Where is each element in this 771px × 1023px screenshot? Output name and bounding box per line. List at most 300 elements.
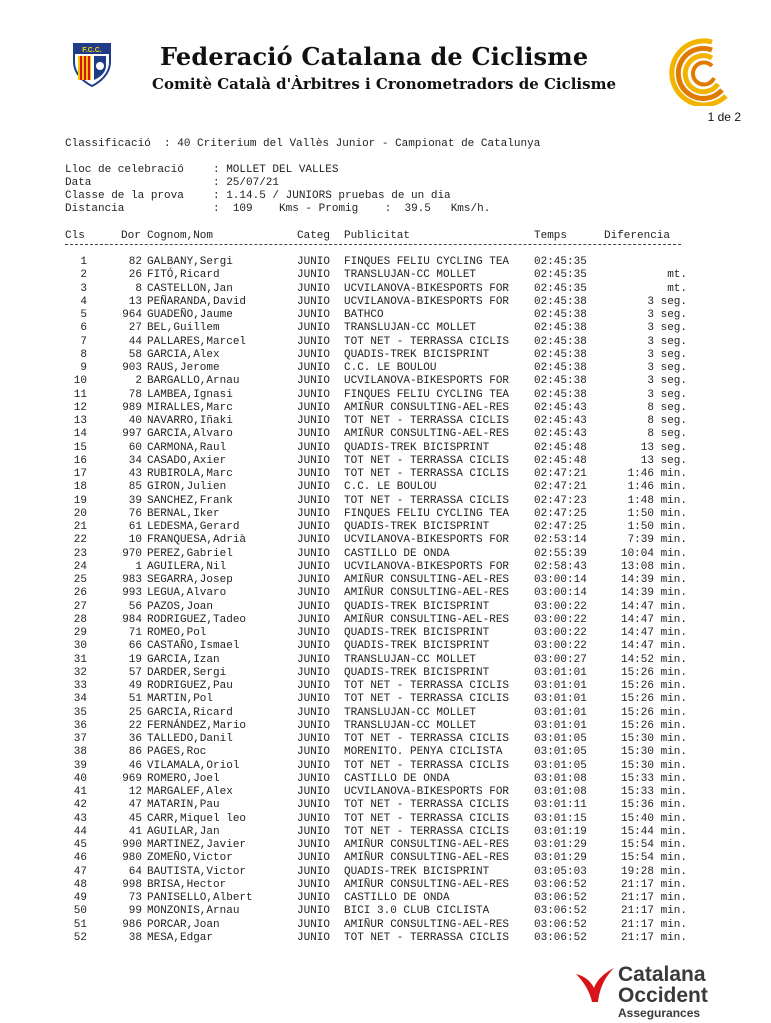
cell-gap: 14:47 min. [620,613,687,626]
cell-rider-name: NAVARRO,Iñaki [147,415,233,427]
class-value: 1.14.5 / JUNIORS pruebas de un dia [226,190,451,202]
cell-gap: 1:50 min. [627,521,687,533]
col-name: Cognom,Nom [147,230,214,242]
cell-rank: 35 [73,706,87,719]
cell-bib: 27 [128,322,142,335]
cell-rider-name: CASTAÑO,Ismael [147,640,240,653]
cell-bib: 980 [122,852,142,865]
cell-rank: 47 [73,865,87,878]
cell-bib: 986 [122,918,142,931]
cell-bib: 56 [128,600,142,613]
cell-time: 02:47:21 [534,481,587,494]
cell-time: 02:45:43 [534,415,587,427]
cell-bib: 38 [128,931,142,944]
cell-time: 03:00:27 [534,653,587,666]
cell-category: JUNIO [297,825,331,838]
cell-bib: 85 [128,481,142,494]
cell-gap: 3 seg. [647,309,687,321]
cell-time: 02:45:48 [534,441,587,454]
cell-rider-name: RUBIROLA,Marc [147,468,233,480]
cell-bib: 984 [122,613,142,626]
date-line: Data : 25/07/21 [65,177,280,189]
cell-team: FINQUES FELIU CYCLING TEA [344,256,510,268]
cell-rider-name: SANCHEZ,Frank [147,494,233,507]
cell-gap: 15:36 min. [620,799,687,812]
cell-team: AMIÑUR CONSULTING-AEL-RES [344,574,510,586]
cell-gap: 13 seg. [640,454,687,467]
cell-category: JUNIO [297,653,331,666]
cell-team: QUADIS-TREK BICISPRINT [344,348,490,361]
cell-rider-name: GIRON,Julien [147,481,227,494]
cell-category: JUNIO [297,428,331,441]
cell-gap: 21:17 min. [620,918,687,931]
cell-time: 02:45:38 [534,322,587,335]
cell-category: JUNIO [297,931,331,944]
cell-bib: 43 [128,468,142,480]
cell-rider-name: ZOMEÑO,Victor [147,852,233,865]
cell-gap: 21:17 min. [620,905,687,918]
cell-bib: 12 [128,786,142,798]
cell-bib: 1 [135,560,142,573]
cell-rank: 51 [73,918,87,931]
cell-team: TRANSLUJAN-CC MOLLET [344,706,477,719]
cell-rank: 40 [73,772,87,785]
cell-time: 03:00:14 [534,587,587,600]
cell-team: AMIÑUR CONSULTING-AEL-RES [344,428,510,441]
cell-rank: 48 [73,878,87,891]
cell-category: JUNIO [297,454,331,467]
cell-bib: 82 [128,256,142,268]
cell-bib: 46 [128,759,142,772]
cell-gap: 3 seg. [647,295,687,308]
cell-rank: 39 [73,759,87,772]
cell-bib: 99 [128,905,142,918]
cell-time: 02:45:38 [534,295,587,308]
cell-bib: 60 [128,441,142,454]
cell-time: 02:45:38 [534,375,587,388]
cell-team: UCVILANOVA-BIKESPORTS FOR [344,786,510,798]
cell-gap: 15:54 min. [620,852,687,865]
cell-gap: mt. [667,282,687,295]
cell-rider-name: GARCIA,Ricard [147,706,233,719]
place-label: Lloc de celebració [65,164,184,176]
cell-bib: 983 [122,574,142,586]
cell-category: JUNIO [297,839,331,851]
cell-category: JUNIO [297,627,331,639]
cell-gap: 1:48 min. [627,494,687,507]
page-number: 1 de 2 [707,110,741,124]
cell-team: MORENITO. PENYA CICLISTA [344,746,503,759]
cell-bib: 997 [122,428,142,441]
cell-category: JUNIO [297,680,331,692]
cell-rank: 33 [73,680,87,692]
cell-time: 03:01:01 [534,706,587,719]
cell-bib: 47 [128,799,142,812]
cell-category: JUNIO [297,415,331,427]
col-time: Temps [534,230,568,242]
cell-time: 02:45:38 [534,309,587,321]
cell-rider-name: GALBANY,Sergi [147,256,233,268]
cell-category: JUNIO [297,892,331,904]
distance-value: 109 [232,203,253,215]
cell-rider-name: LEGUA,Alvaro [147,587,227,600]
cell-team: UCVILANOVA-BIKESPORTS FOR [344,534,510,547]
col-dor: Dor [121,230,141,242]
cell-rider-name: MONZONIS,Arnau [147,905,240,918]
cell-rider-name: MARTIN,Pol [147,693,214,706]
cell-rank: 36 [73,719,87,732]
cell-rank: 46 [73,852,87,865]
cell-gap: 15:26 min. [620,680,687,692]
cell-rider-name: LAMBEA,Ignasi [147,388,233,401]
cell-team: UCVILANOVA-BIKESPORTS FOR [344,282,510,295]
cell-rank: 19 [73,494,87,507]
cell-rank: 30 [73,640,87,653]
cell-gap: 15:26 min. [620,666,687,679]
cell-time: 02:45:35 [534,269,587,282]
cell-category: JUNIO [297,759,331,772]
cell-category: JUNIO [297,746,331,759]
cell-team: TOT NET - TERRASSA CICLIS [344,733,510,745]
cell-category: JUNIO [297,295,331,308]
cell-category: JUNIO [297,905,331,918]
cell-rider-name: PEREZ,Gabriel [147,547,233,560]
cell-rider-name: PAGES,Roc [147,746,207,759]
cell-time: 03:06:52 [534,892,587,904]
cell-rider-name: LEDESMA,Gerard [147,521,240,533]
header-divider [65,244,681,245]
cell-team: TOT NET - TERRASSA CICLIS [344,468,510,480]
cell-rank: 44 [73,825,87,838]
cell-gap: 14:47 min. [620,600,687,613]
cell-rider-name: RAUS,Jerome [147,362,220,374]
cell-gap: 15:26 min. [620,693,687,706]
cell-team: CASTILLO DE ONDA [344,547,450,560]
cell-rider-name: PEÑARANDA,David [147,295,247,308]
cell-time: 02:55:39 [534,547,587,560]
cell-time: 03:00:22 [534,640,587,653]
cell-gap: 14:39 min. [620,587,687,600]
cell-time: 02:53:14 [534,534,587,547]
place-line: Lloc de celebració : MOLLET DEL VALLES [65,164,339,176]
cell-time: 02:45:38 [534,348,587,361]
cell-time: 03:01:29 [534,852,587,865]
cell-bib: 78 [128,388,142,401]
cell-category: JUNIO [297,799,331,812]
cell-bib: 49 [128,680,142,692]
cell-time: 03:01:05 [534,759,587,772]
cell-gap: 14:47 min. [620,640,687,653]
cell-time: 02:47:21 [534,468,587,480]
cell-category: JUNIO [297,348,331,361]
cell-rider-name: MATARIN,Pau [147,799,220,812]
cell-rank: 28 [73,613,87,626]
cell-time: 02:47:23 [534,494,587,507]
catalan-arc-logo [664,36,734,106]
cell-bib: 51 [128,693,142,706]
cell-team: TRANSLUJAN-CC MOLLET [344,719,477,732]
cell-time: 03:06:52 [534,878,587,891]
cell-rider-name: MESA,Edgar [147,931,214,944]
cell-category: JUNIO [297,733,331,745]
cell-team: CASTILLO DE ONDA [344,772,450,785]
cell-rider-name: BEL,Guillem [147,322,220,335]
cell-category: JUNIO [297,388,331,401]
cell-rank: 32 [73,666,87,679]
cell-team: QUADIS-TREK BICISPRINT [344,865,490,878]
cell-bib: 2 [135,375,142,388]
cell-category: JUNIO [297,468,331,480]
cell-team: TOT NET - TERRASSA CICLIS [344,759,510,772]
results-header [0,230,671,243]
cell-time: 03:01:08 [534,786,587,798]
cell-time: 03:05:03 [534,865,587,878]
cell-gap: 13 seg. [640,441,687,454]
cell-time: 02:45:35 [534,256,587,268]
cell-team: TOT NET - TERRASSA CICLIS [344,494,510,507]
fcc-shield-logo [70,40,114,88]
cell-rank: 26 [73,587,87,600]
cell-gap: 13:08 min. [620,560,687,573]
cell-category: JUNIO [297,309,331,321]
cell-rank: 7 [80,335,87,348]
cell-team: TOT NET - TERRASSA CICLIS [344,931,510,944]
distance-line: Distancia : 109 Kms - Promig : 39.5 Kms/h. [65,203,491,215]
cell-category: JUNIO [297,812,331,825]
cell-bib: 86 [128,746,142,759]
cell-team: QUADIS-TREK BICISPRINT [344,627,490,639]
cell-gap: 3 seg. [647,322,687,335]
cell-gap: 3 seg. [647,348,687,361]
cell-rider-name: TALLEDO,Danil [147,733,233,745]
cell-rank: 6 [80,322,87,335]
cell-bib: 64 [128,865,142,878]
col-category: Categ [297,230,331,242]
cell-rider-name: VILAMALA,Oriol [147,759,240,772]
cell-rider-name: GUADEÑO,Jaume [147,309,233,321]
cell-bib: 41 [128,825,142,838]
cell-rank: 11 [73,388,87,401]
cell-team: QUADIS-TREK BICISPRINT [344,441,490,454]
cell-category: JUNIO [297,441,331,454]
cell-time: 03:01:01 [534,693,587,706]
cell-rank: 12 [73,401,87,414]
cell-time: 03:01:01 [534,666,587,679]
cell-gap: 7:39 min. [627,534,687,547]
cell-time: 02:45:38 [534,335,587,348]
cell-team: AMIÑUR CONSULTING-AEL-RES [344,839,510,851]
cell-rank: 27 [73,600,87,613]
cell-category: JUNIO [297,521,331,533]
cell-category: JUNIO [297,269,331,282]
cell-category: JUNIO [297,481,331,494]
cell-team: BICI 3.0 CLUB CICLISTA [344,905,490,918]
cell-time: 03:01:05 [534,746,587,759]
cell-rider-name: MARTINEZ,Javier [147,839,247,851]
cell-team: QUADIS-TREK BICISPRINT [344,640,490,653]
cell-rider-name: ROMERO,Joel [147,772,220,785]
cell-rank: 52 [73,931,87,944]
cell-rank: 34 [73,693,87,706]
cell-gap: 10:04 min. [620,547,687,560]
cell-rank: 3 [80,282,87,295]
cell-time: 02:45:43 [534,428,587,441]
cell-rank: 45 [73,839,87,851]
class-line: Classe de la prova : 1.14.5 / JUNIORS pruebas de un dia [65,190,451,202]
cell-bib: 36 [128,733,142,745]
cell-category: JUNIO [297,560,331,573]
cell-gap: 15:33 min. [620,786,687,798]
cell-category: JUNIO [297,786,331,798]
cell-team: C.C. LE BOULOU [344,362,437,374]
cell-category: JUNIO [297,375,331,388]
cell-bib: 998 [122,878,142,891]
cell-rider-name: RODRIGUEZ,Pau [147,680,233,692]
cell-gap: 15:26 min. [620,719,687,732]
cell-time: 03:06:52 [534,918,587,931]
cell-rider-name: CASTELLON,Jan [147,282,233,295]
col-diff: Diferencia [604,230,671,242]
cell-rank: 17 [73,468,87,480]
cell-gap: mt. [667,269,687,282]
cell-rank: 5 [80,309,87,321]
cell-rider-name: PAZOS,Joan [147,600,214,613]
cell-category: JUNIO [297,401,331,414]
cell-bib: 993 [122,587,142,600]
cell-time: 03:01:29 [534,839,587,851]
cell-bib: 19 [128,653,142,666]
cell-category: JUNIO [297,600,331,613]
cell-team: AMIÑUR CONSULTING-AEL-RES [344,878,510,891]
cell-team: UCVILANOVA-BIKESPORTS FOR [344,560,510,573]
cell-gap: 15:30 min. [620,746,687,759]
distance-label: Distancia [65,203,125,215]
cell-bib: 34 [128,454,142,467]
distance-unit: Kms - Promig [279,203,359,215]
cell-team: TRANSLUJAN-CC MOLLET [344,322,477,335]
cell-time: 02:47:25 [534,521,587,533]
average-value: 39.5 [404,203,431,215]
cell-gap: 15:44 min. [620,825,687,838]
cell-gap: 3 seg. [647,388,687,401]
cell-team: AMIÑUR CONSULTING-AEL-RES [344,587,510,600]
cell-rider-name: GARCIA,Alvaro [147,428,233,441]
class-label: Classe de la prova [65,190,184,202]
cell-time: 03:01:19 [534,825,587,838]
cell-category: JUNIO [297,282,331,295]
cell-bib: 10 [128,534,142,547]
cell-bib: 44 [128,335,142,348]
cell-time: 03:06:52 [534,905,587,918]
cell-team: CASTILLO DE ONDA [344,892,450,904]
place-value: MOLLET DEL VALLES [226,164,339,176]
cell-team: TOT NET - TERRASSA CICLIS [344,799,510,812]
cell-category: JUNIO [297,256,331,268]
cell-bib: 71 [128,627,142,639]
cell-category: JUNIO [297,534,331,547]
cell-gap: 21:17 min. [620,892,687,904]
cell-rider-name: BARGALLO,Arnau [147,375,240,388]
cell-rider-name: BAUTISTA,Victor [147,865,247,878]
cell-rider-name: BERNAL,Iker [147,507,220,520]
cell-rank: 20 [73,507,87,520]
cell-gap: 15:54 min. [620,839,687,851]
cell-category: JUNIO [297,574,331,586]
cell-rank: 31 [73,653,87,666]
cell-gap: 8 seg. [647,428,687,441]
cell-bib: 61 [128,521,142,533]
cell-gap: 14:47 min. [620,627,687,639]
cell-category: JUNIO [297,640,331,653]
cell-gap: 21:17 min. [620,931,687,944]
cell-bib: 57 [128,666,142,679]
cell-time: 03:01:11 [534,799,587,812]
cell-rider-name: GARCIA,Izan [147,653,220,666]
cell-category: JUNIO [297,693,331,706]
cell-rank: 9 [80,362,87,374]
cell-time: 03:01:15 [534,812,587,825]
cell-bib: 970 [122,547,142,560]
cell-bib: 903 [122,362,142,374]
cell-rider-name: AGUILAR,Jan [147,825,220,838]
sponsor-name-line2: Occident [618,984,708,1007]
date-value: 25/07/21 [226,177,280,189]
cell-category: JUNIO [297,772,331,785]
cell-rank: 4 [80,295,87,308]
cell-team: TOT NET - TERRASSA CICLIS [344,693,510,706]
cell-bib: 8 [135,282,142,295]
cell-gap: 3 seg. [647,362,687,374]
cell-rider-name: RODRIGUEZ,Tadeo [147,613,247,626]
col-cls: Cls [65,230,85,242]
cell-rank: 25 [73,574,87,586]
classification-line: Classificació : 40 Criterium del Vallès Junior - Campionat de Catalunya [65,138,541,150]
cell-category: JUNIO [297,322,331,335]
cell-rank: 21 [73,521,87,533]
cell-rider-name: AGUILERA,Nil [147,560,227,573]
cell-bib: 45 [128,812,142,825]
cell-rider-name: BRISA,Hector [147,878,227,891]
cell-bib: 13 [128,295,142,308]
cell-rank: 41 [73,786,87,798]
cell-rider-name: DARDER,Sergi [147,666,227,679]
cell-time: 03:01:01 [534,719,587,732]
cell-time: 03:00:14 [534,574,587,586]
cell-team: AMIÑUR CONSULTING-AEL-RES [344,401,510,414]
cell-rank: 1 [80,256,87,268]
cell-team: TOT NET - TERRASSA CICLIS [344,825,510,838]
cell-bib: 969 [122,772,142,785]
cell-bib: 964 [122,309,142,321]
cell-time: 03:01:05 [534,733,587,745]
cell-time: 03:00:22 [534,600,587,613]
cell-bib: 25 [128,706,142,719]
cell-rank: 10 [73,375,87,388]
cell-bib: 22 [128,719,142,732]
cell-gap: 8 seg. [647,415,687,427]
cell-time: 03:01:01 [534,680,587,692]
cell-rank: 50 [73,905,87,918]
cell-rank: 15 [73,441,87,454]
cell-category: JUNIO [297,666,331,679]
cell-time: 02:45:35 [534,282,587,295]
cell-bib: 73 [128,892,142,904]
cell-category: JUNIO [297,918,331,931]
cell-category: JUNIO [297,335,331,348]
cell-category: JUNIO [297,613,331,626]
cell-rank: 22 [73,534,87,547]
cell-gap: 15:30 min. [620,733,687,745]
